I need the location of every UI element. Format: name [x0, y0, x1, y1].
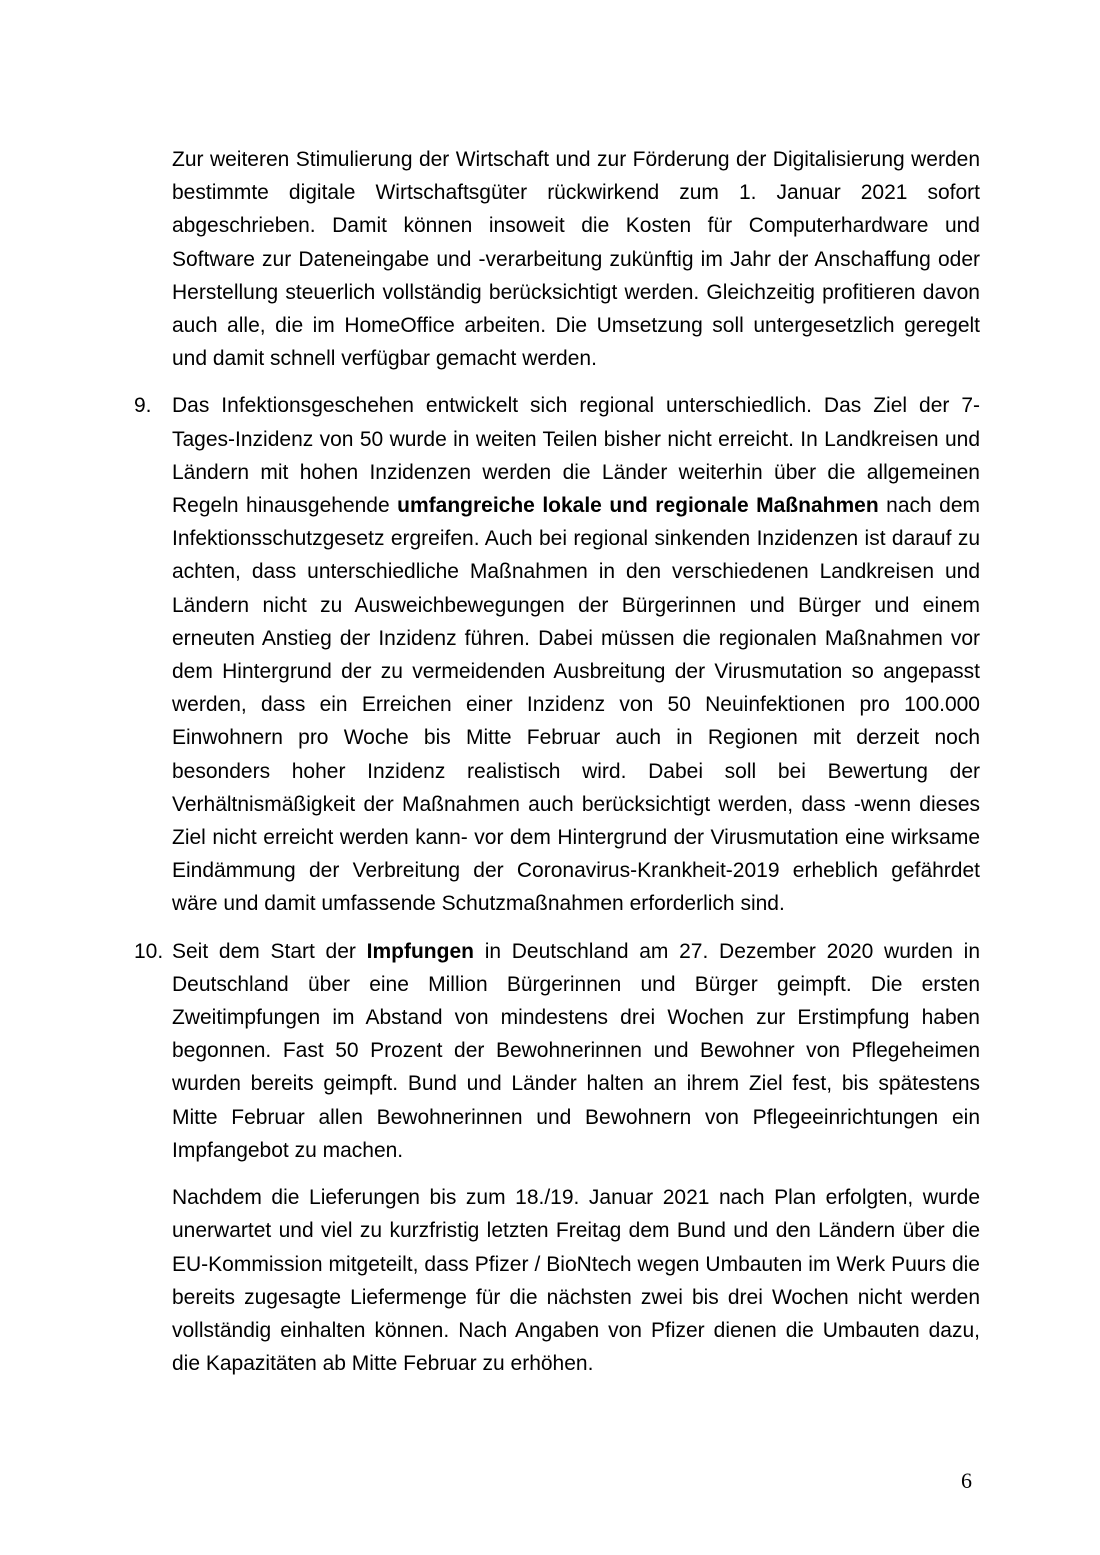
list-number: 10.	[134, 939, 164, 963]
page-number: 6	[961, 1468, 972, 1493]
list-item-10	[134, 935, 981, 1167]
paragraph-infection-measures	[172, 389, 980, 920]
paragraph-digital-depreciation: Zur weiteren Stimulierung der Wirtschaft und zur Förderung der Digitalisierung werden bestimmte digitale Wirtschaftsgüter rückwirkend zum 1. Januar 2021 sofort abgeschrieben. Damit können insoweit die Kosten für Computerhardware und Software zur Dateneingabe und -verarbeitung zukünftig im Jahr der Anschaffung oder Herstellung steuerlich vollständig berücksichtigt werden. Gleichzeitig profitieren davon auch alle, die im HomeOffice arbeiten. Die Umsetzung soll untergesetzlich geregelt und damit schnell verfügbar gemacht werden.	[172, 148, 980, 371]
list-number: 9.	[134, 394, 152, 418]
text-segment: in Deutschland am 27. Dezember 2020 wurden in Deutschland über eine Million Bürgerinnen und Bürger geimpft. Die ersten Zweitimpfungen im Abstand von mindestens drei Wochen zur Erstimpfung haben begonnen. Fast 50 Prozent der Bewohnerinnen und Bewohner von Pflegeheimen wurden bereits geimpft. Bund und Länder halten an ihrem Ziel fest, bis spätestens Mitte Februar allen Bewohnerinnen und Bewohnern von Pflegeeinrichtungen ein Impfangebot zu machen.	[172, 939, 981, 1162]
bold-text: Impfungen	[366, 939, 474, 963]
bold-text: umfangreiche lokale und regionale Maßnahmen	[397, 494, 879, 518]
list-item-9	[134, 389, 980, 920]
text-segment: nach dem Infektionsschutzgesetz ergreifen. Auch bei regional sinkenden Inzidenzen ist darauf zu achten, dass unterschiedliche Maßnahmen in den verschiedenen Landkreisen und Ländern nicht zu Ausweichbewegungen der Bürgerinnen und Bürger und einem erneuten Anstieg der Inzidenz führen. Dabei müssen die regionalen Maßnahmen vor dem Hintergrund der zu vermeidenden Ausbreitung der Virusmutation so angepasst werden, dass ein Erreichen einer Inzidenz von 50 Neuinfektionen pro 100.000 Einwohnern pro Woche bis Mitte Februar auch in Regionen mit derzeit noch besonders hoher Inzidenz realistisch wird. Dabei soll bei Bewertung der Verhältnismäßigkeit der Maßnahmen auch berücksichtigt werden, dass -wenn dieses Ziel nicht erreicht werden kann- vor dem Hintergrund der Virusmutation eine wirksame Eindämmung der Verbreitung der Coronavirus-Krankheit-2019 erheblich gefährdet wäre und damit umfassende Schutzmaßnahmen erforderlich sind.	[172, 494, 980, 916]
text-segment: Seit dem Start der	[172, 939, 367, 963]
text-segment: Das Infektionsgeschehen entwickelt sich regional unterschiedlich. Das Ziel der 7-Tages-Inzidenz von 50 wurde in weiten Teilen bisher nicht erreicht. In Landkreisen und Ländern mit hohen Inzidenzen werden die Länder weiterhin über die allgemeinen Regeln hinausgehende	[172, 394, 980, 518]
page-content	[134, 143, 981, 1380]
paragraph-vaccine-delivery: Nachdem die Lieferungen bis zum 18./19. Januar 2021 nach Plan erfolgten, wurde unerwartet und viel zu kurzfristig letzten Freitag dem Bund und den Ländern über die EU-Kommission mitgeteilt, dass Pfizer / BioNtech wegen Umbauten im Werk Puurs die bereits zugesagte Liefermenge für die nächsten zwei bis drei Wochen nicht werden vollständig einhalten können. Nach Angaben von Pfizer dienen die Umbauten dazu, die Kapazitäten ab Mitte Februar zu erhöhen.	[172, 1186, 980, 1376]
paragraph-vaccinations	[172, 935, 980, 1167]
